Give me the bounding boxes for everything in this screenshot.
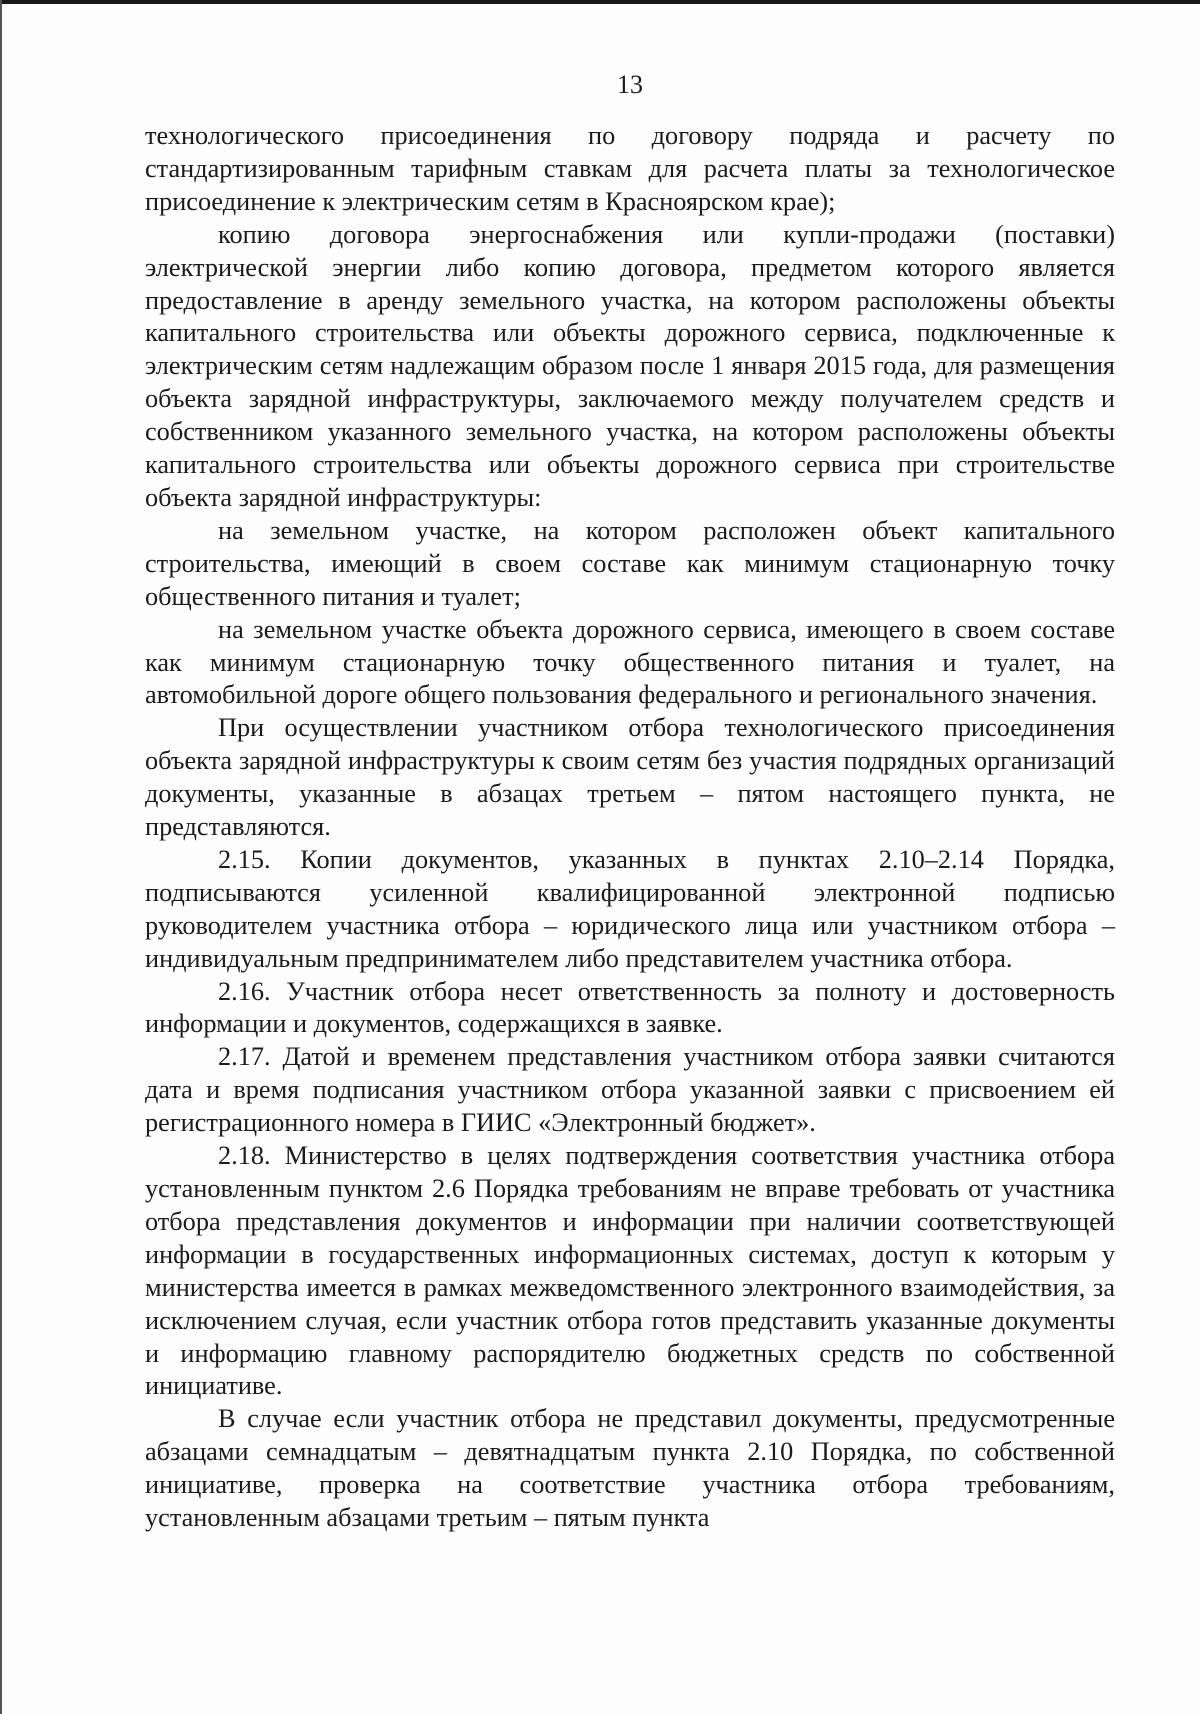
paragraph-initiative-check: В случае если участник отбора не представил документы, предусмотренные абзацами семнадцатым – девятнадцатым пункта 2.10 Порядка, по собственной инициативе, проверка на соответствие участника отбора требованиям, установленным абзацами третьим – пятым пункта	[145, 1404, 1115, 1533]
paragraph-contract-copy: копию договора энергоснабжения или купли-продажи (поставки) электрической энергии либо копию договора, предметом которого является предоставление в аренду земельного участка, на котором расположены объекты капитального строительства или объекты дорожного сервиса, подключенные к электрическим сетям надлежащим образом после 1 января 2015 года, для размещения объекта зарядной инфраструктуры, заключаемого между получателем средств и собственником указанного земельного участка, на котором расположены объекты капитального строительства или объекты дорожного сервиса при строительстве объекта зарядной инфраструктуры:	[145, 219, 1115, 512]
paragraph-land-plot-capital: на земельном участке, на котором расположен объект капитального строительства, имеющий в своем составе как минимум стационарную точку общественного питания и туалет;	[145, 515, 1115, 611]
paragraph-no-contractors: При осуществлении участником отбора технологического присоединения объекта зарядной инфраструктуры к своим сетям без участия подрядных организаций документы, указанные в абзацах третьем – пятом настоящего пункта, не представляются.	[145, 713, 1115, 842]
page-number: 13	[617, 70, 643, 99]
document-body	[145, 120, 1115, 1535]
scan-left-edge	[0, 0, 2, 1714]
paragraph-2-17: 2.17. Датой и временем представления участником отбора заявки считаются дата и время подписания участником отбора указанной заявки с присвоением ей регистрационного номера в ГИИС «Электронный бюджет».	[145, 1042, 1115, 1138]
scan-top-edge	[0, 0, 1200, 4]
paragraph-continuation: технологического присоединения по договору подряда и расчету по стандартизированным тарифным ставкам для расчета платы за технологическое присоединение к электрическим сетям в Красноярском крае);	[145, 121, 1115, 216]
paragraph-2-18: 2.18. Министерство в целях подтверждения соответствия участника отбора установленным пунктом 2.6 Порядка требованиям не вправе требовать от участника отбора представления документов и информации при наличии соответствующей информации в государственных информационных системах, доступ к которым у министерства имеется в рамках межведомственного электронного взаимодействия, за исключением случая, если участник отбора готов представить указанные документы и информацию главному распорядителю бюджетных средств по собственной инициативе.	[145, 1141, 1115, 1401]
paragraph-2-15: 2.15. Копии документов, указанных в пунктах 2.10–2.14 Порядка, подписываются усиленной квалифицированной электронной подписью руководителем участника отбора – юридического лица или участником отбора – индивидуальным предпринимателем либо представителем участника отбора.	[145, 844, 1115, 973]
paragraph-land-plot-road-service: на земельном участке объекта дорожного сервиса, имеющего в своем составе как минимум стационарную точку общественного питания и туалет, на автомобильной дороге общего пользования федерального и регионального значения.	[145, 614, 1115, 710]
paragraph-2-16: 2.16. Участник отбора несет ответственность за полноту и достоверность информации и документов, содержащихся в заявке.	[145, 976, 1115, 1039]
